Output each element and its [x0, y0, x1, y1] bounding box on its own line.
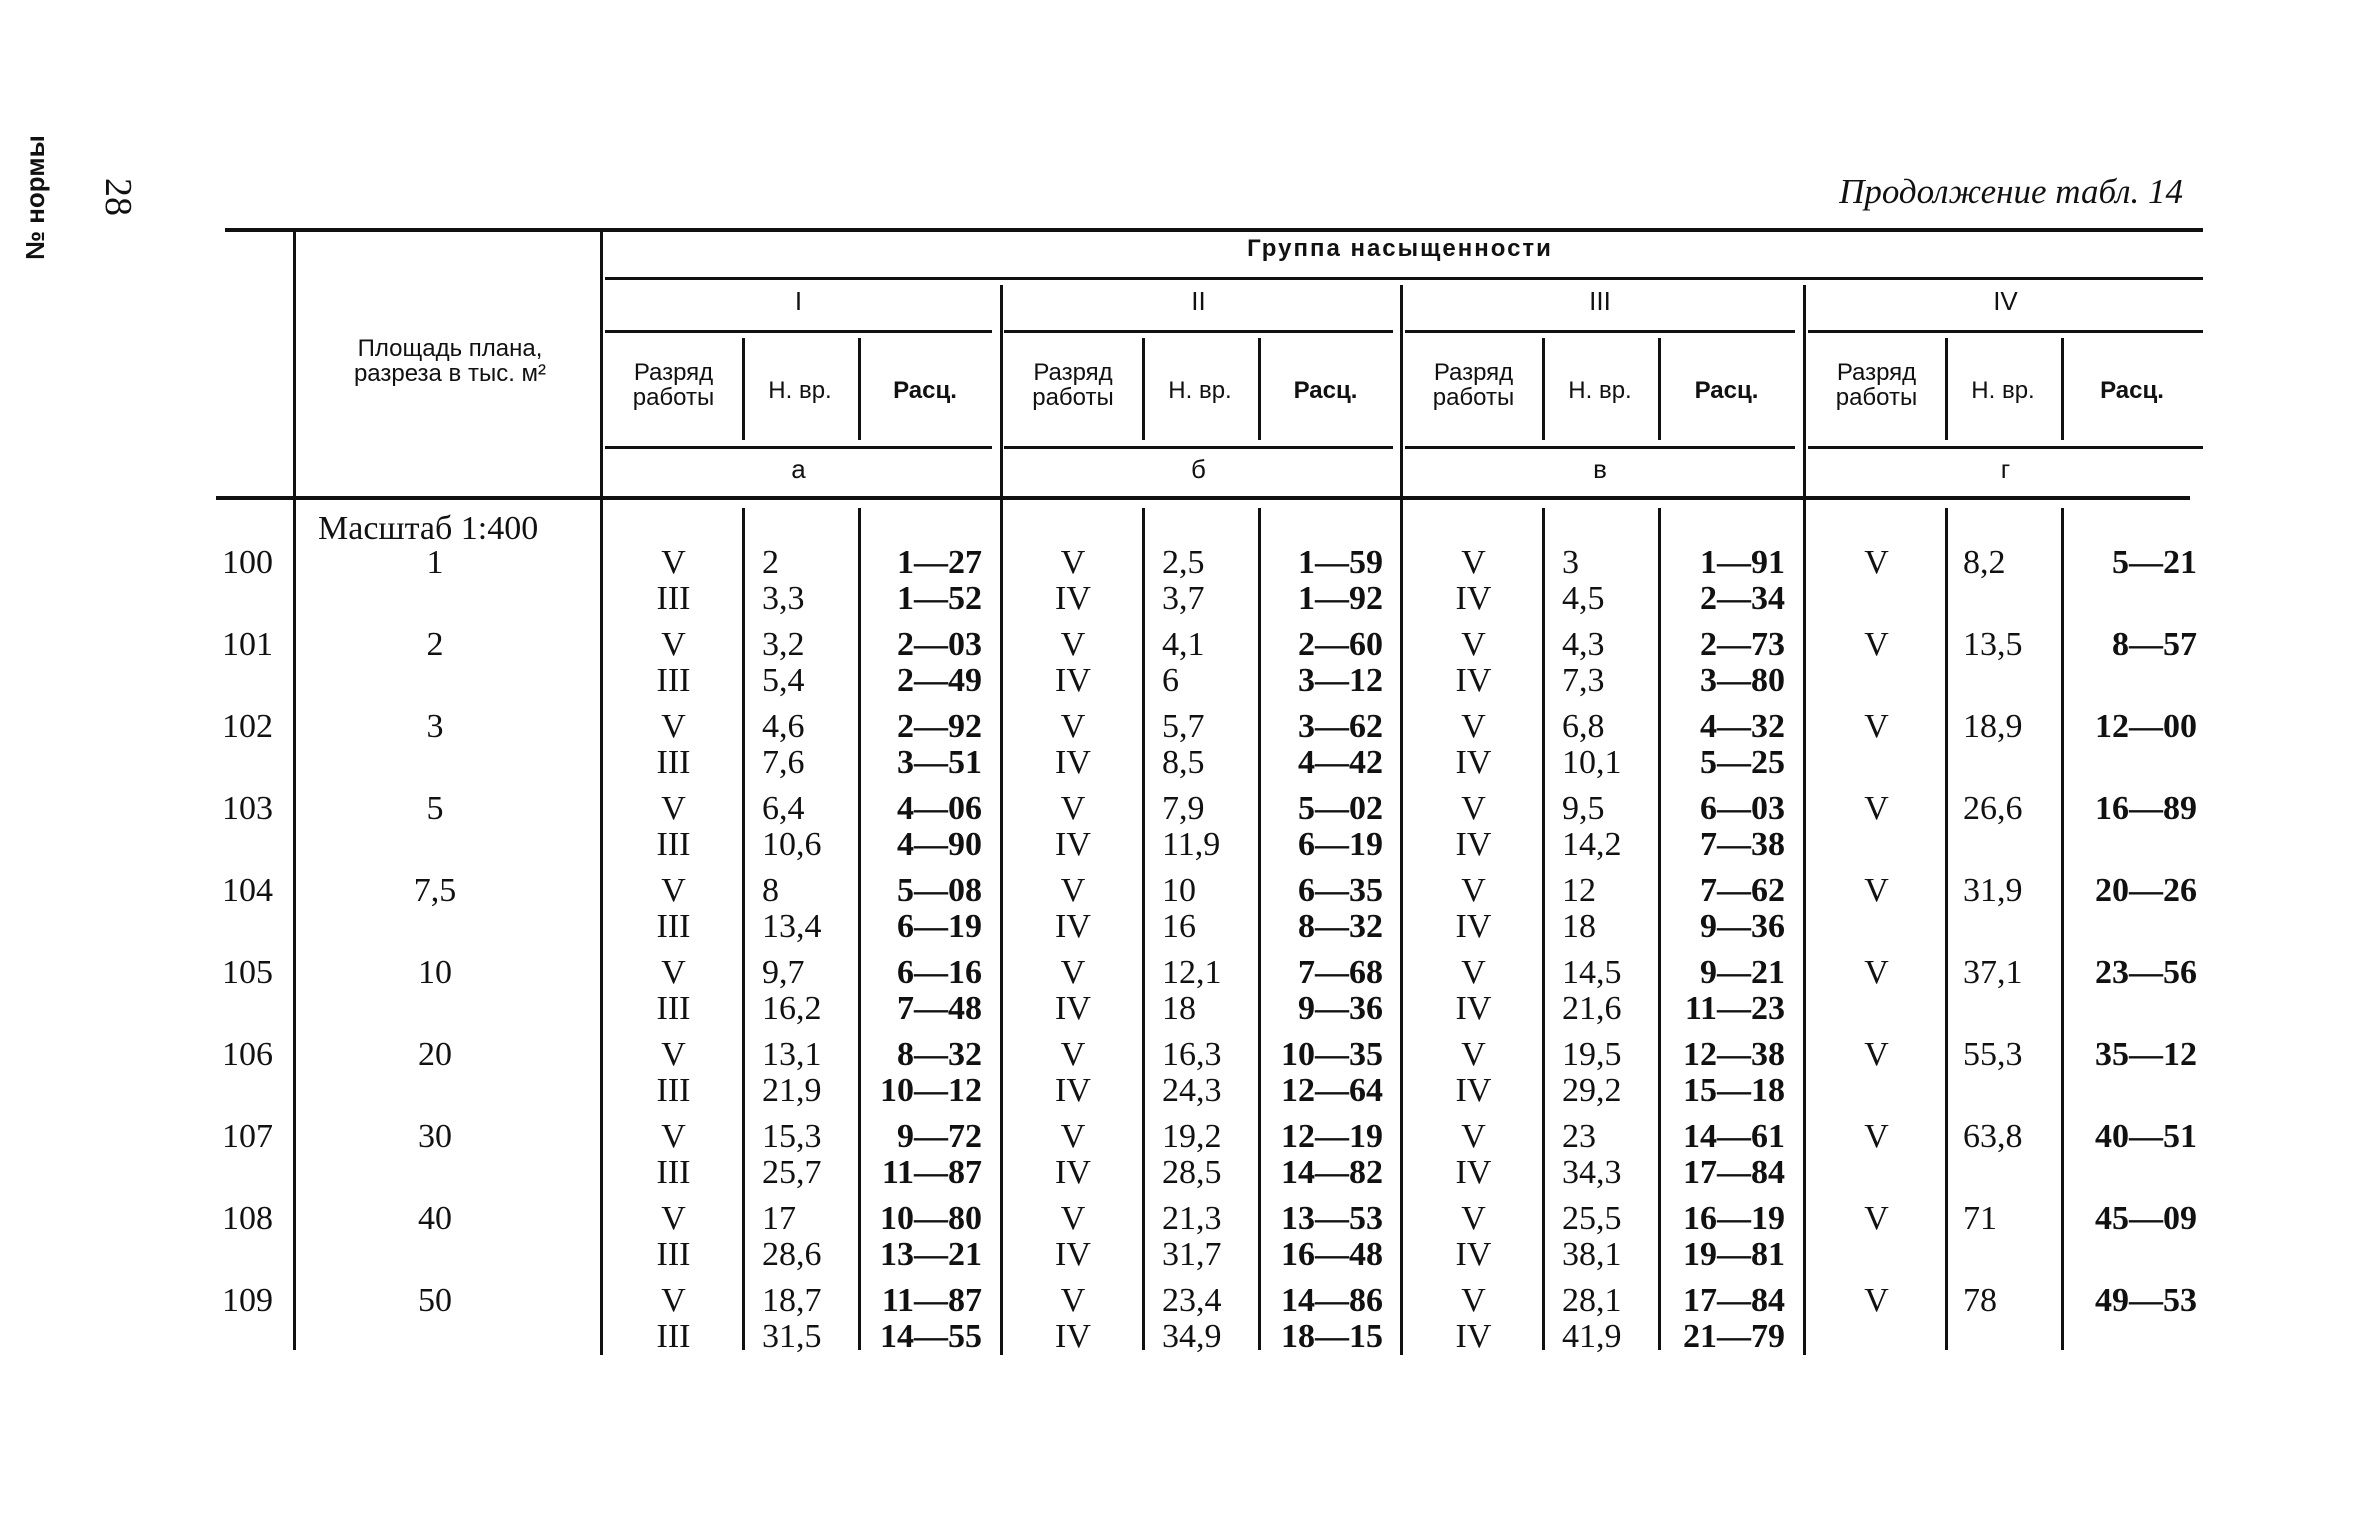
work-grade: V — [1864, 626, 1889, 663]
rate-value: 40—51 — [2095, 1118, 2197, 1155]
work-grade: IV — [1055, 826, 1091, 863]
time-norm: 23 — [1562, 1118, 1596, 1155]
rate-value: 5—08 — [897, 872, 982, 909]
rate-value: 11—87 — [881, 1154, 982, 1191]
time-norm: 25,7 — [762, 1154, 822, 1191]
rate-value: 21—79 — [1683, 1318, 1785, 1355]
time-norm: 29,2 — [1562, 1072, 1622, 1109]
time-norm: 31,7 — [1162, 1236, 1222, 1273]
rate-value: 9—36 — [1700, 908, 1785, 945]
group-letter-4: г — [2000, 454, 2011, 484]
area-value: 10 — [418, 954, 452, 991]
group-rule — [605, 277, 2203, 280]
time-norm: 55,3 — [1963, 1036, 2023, 1073]
rate-value: 17—84 — [1683, 1282, 1785, 1319]
time-norm: 11,9 — [1162, 826, 1221, 863]
work-grade: III — [656, 1318, 691, 1355]
time-norm: 31,5 — [762, 1318, 822, 1355]
time-norm: 28,1 — [1562, 1282, 1622, 1319]
rate-value: 8—57 — [2112, 626, 2197, 663]
work-grade: V — [1060, 626, 1086, 663]
time-norm: 16 — [1162, 908, 1196, 945]
group-sub-rule — [1405, 330, 1795, 333]
rate-value: 4—06 — [897, 790, 982, 827]
time-norm-header-3: Н. вр. — [1568, 377, 1632, 404]
work-grade: IV — [1055, 1236, 1091, 1273]
letter-rule — [1405, 446, 1795, 449]
work-grade: IV — [1055, 744, 1091, 781]
work-grade: IV — [1455, 744, 1492, 781]
time-norm: 3 — [1562, 544, 1579, 581]
group-label-4: IV — [1993, 286, 2018, 316]
work-grade: V — [1060, 1282, 1086, 1319]
time-norm: 38,1 — [1562, 1236, 1622, 1273]
time-norm: 7,3 — [1562, 662, 1605, 699]
time-norm: 2,5 — [1162, 544, 1205, 581]
rate-value: 20—26 — [2095, 872, 2197, 909]
norm-number: 107 — [222, 1118, 273, 1155]
rate-value: 14—86 — [1281, 1282, 1383, 1319]
work-grade-header-2: Разряд работы — [1032, 359, 1114, 412]
work-grade: V — [1864, 544, 1889, 581]
letter-rule — [1004, 446, 1393, 449]
time-norm: 71 — [1963, 1200, 1997, 1237]
time-norm: 21,3 — [1162, 1200, 1222, 1237]
rate-value: 2—03 — [897, 626, 982, 663]
time-norm: 8 — [762, 872, 779, 909]
rate-value: 6—03 — [1700, 790, 1785, 827]
rate-value: 23—56 — [2095, 954, 2197, 991]
time-norm: 3,3 — [762, 580, 805, 617]
group-letter-1: а — [791, 454, 806, 484]
rate-value: 1—59 — [1298, 544, 1383, 581]
time-norm: 17 — [762, 1200, 796, 1237]
rate-header-3: Расц. — [1694, 377, 1759, 404]
time-norm: 34,9 — [1162, 1318, 1222, 1355]
time-norm: 10 — [1162, 872, 1196, 909]
rate-value: 8—32 — [1298, 908, 1383, 945]
continuation-caption: Продолжение табл. 14 — [1839, 172, 2183, 211]
norm-number-header: № нормы — [20, 135, 50, 260]
rate-value: 12—38 — [1683, 1036, 1785, 1073]
rate-header-4: Расц. — [2100, 377, 2164, 404]
work-grade: III — [656, 908, 691, 945]
work-grade: V — [1864, 708, 1889, 745]
work-grade: V — [1461, 626, 1486, 663]
area-value: 5 — [426, 790, 444, 827]
area-value: 7,5 — [413, 872, 457, 909]
rate-value: 11—23 — [1684, 990, 1785, 1027]
rate-value: 2—49 — [897, 662, 982, 699]
work-grade: IV — [1455, 908, 1492, 945]
time-norm: 5,7 — [1162, 708, 1205, 745]
work-grade: V — [1461, 544, 1486, 581]
rate-value: 3—80 — [1700, 662, 1785, 699]
time-norm: 41,9 — [1562, 1318, 1622, 1355]
time-norm: 16,2 — [762, 990, 822, 1027]
rate-value: 10—80 — [880, 1200, 982, 1237]
work-grade: IV — [1455, 826, 1492, 863]
time-norm: 34,3 — [1562, 1154, 1622, 1191]
rate-value: 11—87 — [881, 1282, 982, 1319]
work-grade: V — [1060, 954, 1086, 991]
work-grade: V — [1461, 1282, 1486, 1319]
work-grade: V — [1461, 1200, 1486, 1237]
work-grade: IV — [1455, 1318, 1492, 1355]
work-grade: V — [661, 872, 686, 909]
group-sub-rule — [605, 330, 992, 333]
time-norm: 15,3 — [762, 1118, 822, 1155]
time-norm: 21,9 — [762, 1072, 822, 1109]
rate-value: 5—25 — [1700, 744, 1785, 781]
rate-value: 14—55 — [880, 1318, 982, 1355]
work-grade-header-3: Разряд работы — [1432, 359, 1515, 412]
work-grade: IV — [1455, 1072, 1492, 1109]
time-norm: 37,1 — [1963, 954, 2023, 991]
work-grade: III — [656, 990, 691, 1027]
rate-header-2: Расц. — [1293, 377, 1358, 404]
work-grade: III — [656, 1154, 691, 1191]
work-grade: IV — [1055, 908, 1091, 945]
time-norm: 13,1 — [762, 1036, 822, 1073]
time-norm: 4,5 — [1562, 580, 1605, 617]
work-grade: V — [1461, 1118, 1486, 1155]
time-norm-header-1: Н. вр. — [768, 377, 832, 404]
norm-number: 108 — [222, 1200, 273, 1237]
rate-value: 16—48 — [1281, 1236, 1383, 1273]
work-grade: III — [656, 662, 691, 699]
work-grade: III — [656, 1236, 691, 1273]
work-grade-header-4: Разряд работы — [1835, 359, 1918, 412]
rate-value: 4—42 — [1298, 744, 1383, 781]
work-grade: IV — [1455, 1236, 1492, 1273]
rate-value: 3—62 — [1298, 708, 1383, 745]
group-label-2: II — [1191, 286, 1206, 316]
group-label-1: I — [794, 286, 803, 316]
rate-value: 4—90 — [897, 826, 982, 863]
rate-value: 3—51 — [897, 744, 982, 781]
time-norm: 18,7 — [762, 1282, 822, 1319]
time-norm: 7,6 — [762, 744, 805, 781]
rate-value: 5—02 — [1298, 790, 1383, 827]
work-grade: IV — [1055, 662, 1091, 699]
work-grade: IV — [1055, 580, 1091, 617]
time-norm: 14,5 — [1562, 954, 1622, 991]
rate-value: 49—53 — [2095, 1282, 2197, 1319]
work-grade: V — [1864, 1036, 1889, 1073]
time-norm: 10,6 — [762, 826, 822, 863]
time-norm: 31,9 — [1963, 872, 2023, 909]
rate-value: 19—81 — [1683, 1236, 1785, 1273]
group-column-line — [1400, 285, 1403, 1355]
work-grade: IV — [1455, 580, 1492, 617]
time-norm: 4,6 — [762, 708, 805, 745]
time-norm: 4,3 — [1562, 626, 1605, 663]
time-norm: 5,4 — [762, 662, 805, 699]
saturation-group-header: Группа насыщенности — [1247, 235, 1553, 262]
rate-value: 6—19 — [897, 908, 982, 945]
rate-value: 12—00 — [2095, 708, 2197, 745]
group-label-3: III — [1589, 286, 1611, 316]
rate-value: 1—91 — [1700, 544, 1785, 581]
time-norm: 6 — [1162, 662, 1179, 699]
rate-value: 10—12 — [880, 1072, 982, 1109]
work-grade: IV — [1055, 990, 1091, 1027]
work-grade: V — [1864, 1200, 1889, 1237]
work-grade: V — [1060, 1118, 1086, 1155]
rate-value: 2—34 — [1700, 580, 1785, 617]
rate-value: 6—16 — [897, 954, 982, 991]
time-norm: 16,3 — [1162, 1036, 1222, 1073]
work-grade: V — [1864, 1282, 1889, 1319]
area-value: 20 — [418, 1036, 452, 1073]
time-norm: 23,4 — [1162, 1282, 1222, 1319]
work-grade: V — [1864, 1118, 1889, 1155]
rate-value: 6—35 — [1298, 872, 1383, 909]
group-column-line — [1000, 285, 1003, 1355]
work-grade: V — [1461, 954, 1486, 991]
rate-value: 15—18 — [1683, 1072, 1785, 1109]
work-grade: III — [656, 580, 691, 617]
time-norm: 10,1 — [1562, 744, 1622, 781]
norm-number: 103 — [222, 790, 273, 827]
work-grade: V — [661, 1200, 686, 1237]
work-grade: III — [656, 826, 691, 863]
rate-value: 7—68 — [1298, 954, 1383, 991]
letter-rule — [1808, 446, 2203, 449]
time-norm: 26,6 — [1963, 790, 2023, 827]
rate-value: 13—21 — [880, 1236, 982, 1273]
work-grade: V — [661, 790, 686, 827]
area-column-line — [600, 232, 603, 1355]
work-grade: V — [1060, 790, 1086, 827]
time-norm: 9,7 — [762, 954, 805, 991]
time-norm: 28,6 — [762, 1236, 822, 1273]
rate-header-1: Расц. — [893, 377, 957, 404]
norm-number: 100 — [222, 544, 273, 581]
norm-number: 109 — [222, 1282, 273, 1319]
time-norm: 9,5 — [1562, 790, 1605, 827]
time-norm: 18 — [1562, 908, 1596, 945]
rate-value: 4—32 — [1700, 708, 1785, 745]
rate-value: 7—48 — [897, 990, 982, 1027]
group-sub-rule — [1004, 330, 1393, 333]
time-norm: 2 — [762, 544, 779, 581]
time-norm-header-2: Н. вр. — [1168, 377, 1232, 404]
work-grade: V — [1461, 1036, 1486, 1073]
area-value: 50 — [418, 1282, 452, 1319]
time-norm: 8,2 — [1963, 544, 2006, 581]
rate-value: 7—62 — [1700, 872, 1785, 909]
rate-value: 8—32 — [897, 1036, 982, 1073]
work-grade: III — [656, 1072, 691, 1109]
norm-number: 105 — [222, 954, 273, 991]
work-grade: IV — [1055, 1072, 1091, 1109]
header-bottom-rule — [216, 496, 2190, 500]
rate-value: 16—89 — [2095, 790, 2197, 827]
norm-number: 101 — [222, 626, 273, 663]
time-norm: 12,1 — [1162, 954, 1222, 991]
area-value: 1 — [426, 544, 444, 581]
work-grade: V — [1060, 1200, 1086, 1237]
group-letter-2: б — [1191, 454, 1206, 484]
rate-value: 2—73 — [1700, 626, 1785, 663]
time-norm: 18,9 — [1963, 708, 2023, 745]
work-grade: V — [661, 954, 686, 991]
work-grade: V — [661, 1118, 686, 1155]
rate-value: 9—72 — [897, 1118, 982, 1155]
time-norm: 3,2 — [762, 626, 805, 663]
work-grade: IV — [1455, 1154, 1492, 1191]
rate-value: 9—36 — [1298, 990, 1383, 1027]
subcolumn-line — [1142, 508, 1145, 1350]
time-norm: 19,2 — [1162, 1118, 1222, 1155]
area-value: 2 — [426, 626, 444, 663]
norm-number: 104 — [222, 872, 273, 909]
work-grade: V — [661, 1282, 686, 1319]
time-norm: 28,5 — [1162, 1154, 1222, 1191]
time-norm: 63,8 — [1963, 1118, 2023, 1155]
work-grade: V — [1461, 872, 1486, 909]
rate-value: 1—27 — [897, 544, 982, 581]
work-grade: V — [1060, 708, 1086, 745]
page-number: 28 — [97, 178, 139, 216]
rate-value: 16—19 — [1683, 1200, 1785, 1237]
rate-value: 6—19 — [1298, 826, 1383, 863]
work-grade: V — [1060, 544, 1086, 581]
rate-value: 10—35 — [1281, 1036, 1383, 1073]
work-grade: V — [661, 626, 686, 663]
table-top-rule — [225, 228, 2203, 232]
rate-value: 1—52 — [897, 580, 982, 617]
letter-rule — [605, 446, 992, 449]
time-norm: 12 — [1562, 872, 1596, 909]
rate-value: 3—12 — [1298, 662, 1383, 699]
area-value: 40 — [418, 1200, 452, 1237]
time-norm: 7,9 — [1162, 790, 1205, 827]
rate-value: 14—82 — [1281, 1154, 1383, 1191]
time-norm: 78 — [1963, 1282, 1997, 1319]
norm-column-line — [293, 232, 296, 1350]
rate-value: 35—12 — [2095, 1036, 2197, 1073]
rate-value: 7—38 — [1700, 826, 1785, 863]
rate-value: 1—92 — [1298, 580, 1383, 617]
rate-value: 45—09 — [2095, 1200, 2197, 1237]
work-grade: V — [661, 708, 686, 745]
rate-value: 14—61 — [1683, 1118, 1785, 1155]
subcolumn-line — [1542, 508, 1545, 1350]
rate-value: 13—53 — [1281, 1200, 1383, 1237]
subcolumn-line — [742, 508, 745, 1350]
work-grade: IV — [1055, 1318, 1091, 1355]
norm-number: 102 — [222, 708, 273, 745]
work-grade: V — [1461, 708, 1486, 745]
time-norm: 13,5 — [1963, 626, 2023, 663]
work-grade: V — [1060, 872, 1086, 909]
work-grade: IV — [1455, 990, 1492, 1027]
norm-number: 106 — [222, 1036, 273, 1073]
rate-value: 2—92 — [897, 708, 982, 745]
work-grade-header-1: Разряд работы — [632, 359, 715, 412]
rate-value: 18—15 — [1281, 1318, 1383, 1355]
time-norm: 21,6 — [1562, 990, 1622, 1027]
rate-value: 5—21 — [2112, 544, 2197, 581]
work-grade: V — [1060, 1036, 1086, 1073]
time-norm: 4,1 — [1162, 626, 1205, 663]
time-norm: 6,8 — [1562, 708, 1605, 745]
rate-value: 17—84 — [1683, 1154, 1785, 1191]
time-norm: 25,5 — [1562, 1200, 1622, 1237]
work-grade: V — [661, 1036, 686, 1073]
group-sub-rule — [1808, 330, 2203, 333]
time-norm: 14,2 — [1562, 826, 1622, 863]
time-norm: 24,3 — [1162, 1072, 1222, 1109]
rate-value: 9—21 — [1700, 954, 1785, 991]
area-value: 3 — [426, 708, 444, 745]
work-grade: V — [1864, 790, 1889, 827]
rate-value: 12—19 — [1281, 1118, 1383, 1155]
rate-value: 2—60 — [1298, 626, 1383, 663]
group-letter-3: в — [1593, 454, 1607, 484]
time-norm: 8,5 — [1162, 744, 1205, 781]
scale-label: Масштаб 1:400 — [318, 510, 539, 547]
subcolumn-line — [1945, 508, 1948, 1350]
time-norm: 6,4 — [762, 790, 805, 827]
time-norm: 18 — [1162, 990, 1196, 1027]
work-grade: V — [1461, 790, 1486, 827]
area-header: Площадь плана, разреза в тыс. м² — [353, 335, 547, 388]
rate-value: 12—64 — [1281, 1072, 1383, 1109]
work-grade: V — [1864, 954, 1889, 991]
area-value: 30 — [418, 1118, 452, 1155]
group-column-line — [1803, 285, 1806, 1355]
time-norm-header-4: Н. вр. — [1971, 377, 2035, 404]
time-norm: 13,4 — [762, 908, 822, 945]
time-norm: 19,5 — [1562, 1036, 1622, 1073]
work-grade: III — [656, 744, 691, 781]
work-grade: IV — [1055, 1154, 1091, 1191]
work-grade: V — [1864, 872, 1889, 909]
time-norm: 3,7 — [1162, 580, 1205, 617]
work-grade: IV — [1455, 662, 1492, 699]
work-grade: V — [661, 544, 686, 581]
